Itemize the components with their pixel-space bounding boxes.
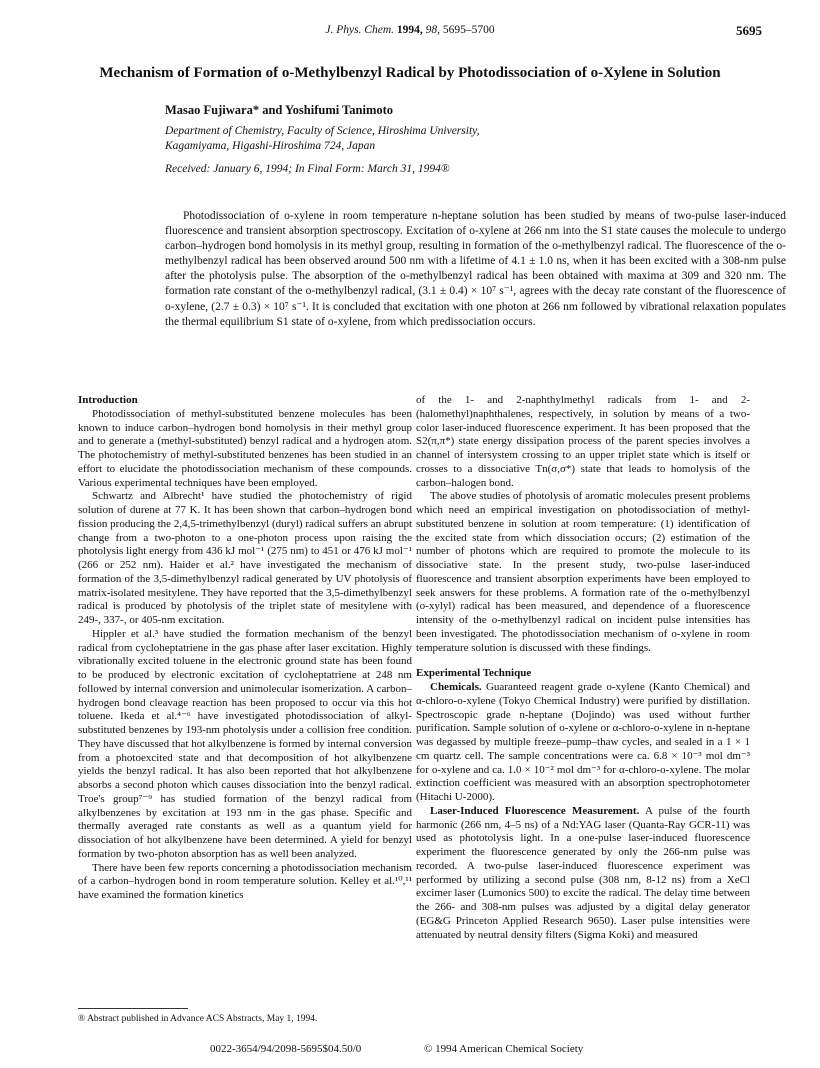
affiliation-line-2: Kagamiyama, Higashi-Hiroshima 724, Japan xyxy=(165,139,376,152)
intro-paragraph-2: Schwartz and Albrecht¹ have studied the photochemistry of rigid solution of durene at 77 K. It has been shown that carbon–hydrogen bond fission producing the 2,4,5-trimethylbenzyl (duryl) radical suffers an abrupt change from a two-photon to a one-photon process upon raising the photolysis light energy from 436 kJ mol⁻¹ (275 nm) to 451 or 476 kJ mol⁻¹ (266 or 252 nm). Haider et al.² have investigated the mechanism of formation of the 3,5-dimethylbenzyl radical generated by UV photolysis of matrix-isolated mesitylene. They have reported that the 3,5-dimethylbenzyl radical is produced by photolysis of the triplet state of mesitylene with 249-, 337-, or 405-nm excitation. xyxy=(78,490,412,626)
journal-pages: 5695–5700 xyxy=(442,24,495,36)
intro-paragraph-3: Hippler et al.³ have studied the formation mechanism of the benzyl radical from cycloheptatriene in the gas phase after laser excitation. Highly vibrationally excited toluene in the electronic ground state has been found to be produced by electronic excitation of cycloheptatriene at 248 nm followed by internal conversion and unimolecular isomerization. A carbon–hydrogen bond cleavage reaction has been proposed to occur via this hot toluene. Ikeda et al.⁴⁻⁶ have investigated photodissociation of alkyl-substituted benzenes by 193-nm photolysis under a collision free condition. They have discussed that hot alkylbenzene is formed by internal conversion from a photoexcited state and that decomposition of hot alkylbenzene yields the benzyl radical. It has also been reported that hot alkylbenzene absorbs a second photon which causes dissociation into the benzyl radical. Troe's group⁷⁻⁹ has studied formation of the benzyl radical from alkylbenzenes by excitation at 193 nm in the gas phase. Specific and thermally averaged rate constants as well as a quantum yield for dissociation of hot alkylbenzene have been determined. A yield for benzyl formation by two-photon absorption has as well been analyzed. xyxy=(78,627,412,860)
lif-paragraph xyxy=(416,805,750,943)
footnote-rule xyxy=(78,1008,188,1009)
issn-code: 0022-3654/94/2098-5695$04.50/0 xyxy=(210,1043,362,1055)
journal-abbrev: J. Phys. Chem. xyxy=(325,24,395,36)
intro-paragraph-1: Photodissociation of methyl-substituted benzene molecules has been known to induce carbon–hydrogen bond homolysis in their methyl group and to generate a (methyl-substituted) benzyl radical and a hydrogen atom. The photochemistry of methyl-substituted benzenes has been studied in an effort to elucidate the photodissociation mechanism of these compounds. Various experimental techniques have been employed. xyxy=(78,407,412,489)
right-column xyxy=(416,394,750,942)
front-matter xyxy=(165,102,785,177)
chemicals-runin-heading: Chemicals. xyxy=(430,681,482,693)
journal-year: 1994, xyxy=(396,24,423,36)
running-header xyxy=(0,24,820,40)
chemicals-text: Guaranteed reagent grade o-xylene (Kanto Chemical) and α-chloro-o-xylene (Tokyo Chemical Industry) were purified by distillation. Spectroscopic grade n-heptane (Dojindo) was used without further purification. Sample solution of o-xylene or α-chloro-o-xylene in n-heptane was degassed by multiple freeze–pump–thaw cycles, and sealed in a 1 × 1 cm quartz cell. The sample concentrations were ca. 6.8 × 10⁻³ mol dm⁻³ for o-xylene and ca. 1.0 × 10⁻² mol dm⁻³ for α-chloro-o-xylene. The molar extinction coefficient was measured with an absorption spectrophotometer (Hitachi U-2000). xyxy=(416,681,750,803)
journal-citation xyxy=(0,24,820,36)
journal-volume: 98, xyxy=(425,24,441,36)
lif-runin-heading: Laser-Induced Fluorescence Measurement. xyxy=(430,804,640,817)
section-heading-introduction: Introduction xyxy=(78,394,138,406)
chemicals-paragraph xyxy=(416,681,750,805)
article-title: Mechanism of Formation of o-Methylbenzyl Radical by Photodissociation of o-Xylene in Solution xyxy=(99,65,721,81)
intro-paragraph-4: There have been few reports concerning a photodissociation mechanism of a carbon–hydrogen bond in room temperature solution. Kelley et al.¹⁰,¹¹ have examined the formation kinetics xyxy=(78,861,412,901)
author-list: Masao Fujiwara* and Yoshifumi Tanimoto xyxy=(165,103,394,117)
intro-paragraph-continued: of the 1- and 2-naphthylmethyl radicals from 1- and 2-(halomethyl)naphthalenes, respectively, in solution by means of a two-color laser-induced fluorescence experiment. It has been proposed that the S2(π,π*) state energy dissipation process of the parent species involves a channel of intersystem crossing to an upper triplet state which is itself or crosses to a dissociative Tn(σ,σ*) state that leads to homolysis of the carbon–halogen bond. xyxy=(416,394,750,489)
footnote: ® Abstract published in Advance ACS Abstracts, May 1, 1994. xyxy=(78,1014,318,1024)
page-number: 5695 xyxy=(736,23,762,38)
received-dates: Received: January 6, 1994; In Final Form: March 31, 1994® xyxy=(165,163,450,175)
intro-paragraph-5: The above studies of photolysis of aromatic molecules present problems which need an empirical investigation on photodissociation of methyl-substituted benzene in solution at room temperature: (1) identification of the excited state from which dissociation occurs; (2) estimation of the number of photons which are required to promote the molecule to its dissociative state. In the present study, two-pulse laser-induced fluorescence and transient absorption experiments have been employed to seek answers for these problems. A formation rate of the o-methylbenzyl (o-xylyl) radical has been measured, and dependence of a fluorescence intensity of the o-methylbenzyl radical on incident pulse intensities has been investigated. The photodissociation mechanism of o-xylene in room temperature solution is discussed with these findings. xyxy=(416,490,750,654)
affiliation-line-1: Department of Chemistry, Faculty of Science, Hiroshima University, xyxy=(165,125,480,137)
copyright-notice: © 1994 American Chemical Society xyxy=(424,1043,584,1055)
lif-text: A pulse of the fourth harmonic (266 nm, 4–5 ns) of a Nd:YAG laser (Quanta-Ray GCR-11) was used as phototolysis light. In a one-pulse laser-induced fluorescence experiment the fluorescence generated by only the 266-nm pulse was recorded. A two-pulse laser-induced fluorescence experiment was performed by utilizing a second pulse (308 nm, 8-12 ns) from a XeCl excimer laser (Lumonics 500) to excite the radical. The delay time between the 266- and 308-nm pulses was adjusted by a digital delay generator (EG&G Princeton Applied Research 9650). Laser pulse intensities were attenuated by neutral density filters (Sigma Koki) and measured xyxy=(416,804,750,941)
abstract: Photodissociation of o-xylene in room temperature n-heptane solution has been studied by means of two-pulse laser-induced fluorescence and transient absorption spectroscopy. Excitation of o-xylene at 266 nm into the S1 state causes the molecule to undergo carbon–hydrogen bond homolysis in its methyl group, resulting in formation of the o-methylbenzyl radical. The fluorescence of the o-methylbenzyl radical has been observed around 500 nm with a lifetime of 4.1 ± 1.0 ns, when it has been excited with a 308-nm pulse after the photolysis pulse. The absorption of the o-methylbenzyl radical has been obtained with maxima at 309 and 320 nm. The formation rate constant of the o-methylbenzyl radical, (3.1 ± 0.4) × 10⁷ s⁻¹, agrees with the decay rate constant of the fluorescence of o-xylene, (2.7 ± 0.3) × 10⁷ s⁻¹. It is concluded that excitation with one photon at 266 nm followed by vibrational relaxation populates the thermal equilibrium S1 state of o-xylene, from which predissociation occurs. xyxy=(165,210,786,328)
left-column xyxy=(78,394,412,903)
section-heading-experimental: Experimental Technique xyxy=(416,667,532,680)
